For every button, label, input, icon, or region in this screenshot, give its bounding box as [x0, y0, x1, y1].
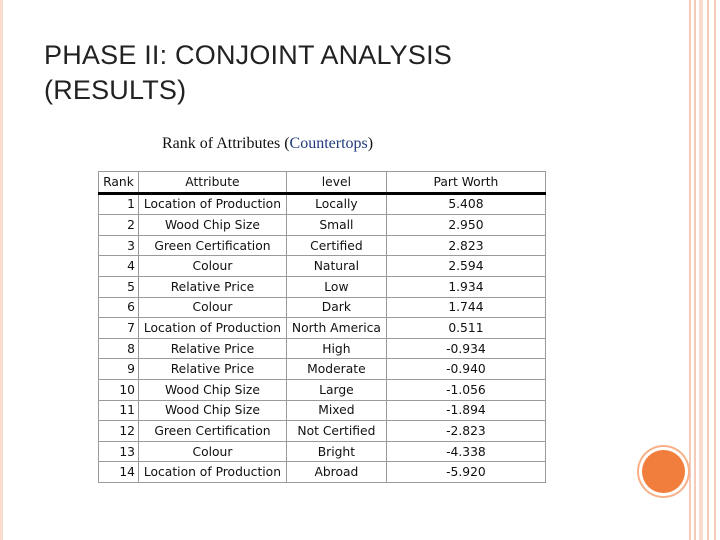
level-cell: Not Certified	[286, 421, 386, 442]
left-edge-decoration	[0, 0, 3, 540]
attribute-cell: Colour	[138, 297, 286, 318]
attribute-cell: Green Certification	[138, 421, 286, 442]
rank-cell: 7	[99, 318, 139, 339]
header-rank: Rank	[99, 172, 139, 194]
table-row	[99, 421, 546, 442]
attribute-cell: Wood Chip Size	[138, 215, 286, 236]
attribute-cell: Wood Chip Size	[138, 379, 286, 400]
rank-cell: 12	[99, 421, 139, 442]
attribute-cell: Location of Production	[138, 318, 286, 339]
level-cell: Small	[286, 215, 386, 236]
part-worth-cell: -2.823	[386, 421, 545, 442]
right-stripe-decoration	[694, 0, 696, 540]
caption-prefix: Rank of Attributes (	[162, 135, 290, 152]
right-stripe-decoration	[689, 0, 691, 540]
right-stripe-decoration	[699, 0, 703, 540]
attribute-cell: Location of Production	[138, 193, 286, 215]
part-worth-cell: 1.934	[386, 276, 545, 297]
table-row	[99, 276, 546, 297]
part-worth-cell: 0.511	[386, 318, 545, 339]
part-worth-cell: 1.744	[386, 297, 545, 318]
rank-cell: 13	[99, 441, 139, 462]
right-stripe-decoration	[714, 0, 716, 540]
level-cell: Moderate	[286, 359, 386, 380]
level-cell: Large	[286, 379, 386, 400]
attribute-cell: Green Certification	[138, 235, 286, 256]
table-row	[99, 379, 546, 400]
right-stripe-decoration	[707, 0, 709, 540]
table-row	[99, 215, 546, 236]
header-part-worth: Part Worth	[386, 172, 545, 194]
attribute-cell: Relative Price	[138, 338, 286, 359]
part-worth-cell: -5.920	[386, 462, 545, 483]
rank-cell: 9	[99, 359, 139, 380]
part-worth-cell: 2.823	[386, 235, 545, 256]
attribute-cell: Colour	[138, 256, 286, 277]
rank-cell: 6	[99, 297, 139, 318]
part-worth-cell: -0.934	[386, 338, 545, 359]
level-cell: Low	[286, 276, 386, 297]
level-cell: Abroad	[286, 462, 386, 483]
part-worth-cell: 2.950	[386, 215, 545, 236]
table-row	[99, 318, 546, 339]
table-row	[99, 193, 546, 215]
header-attribute: Attribute	[138, 172, 286, 194]
slide-title-line1: PHASE II: CONJOINT ANALYSIS	[44, 40, 453, 70]
rank-cell: 11	[99, 400, 139, 421]
slide-title	[44, 38, 644, 108]
rank-cell: 5	[99, 276, 139, 297]
level-cell: Certified	[286, 235, 386, 256]
attribute-cell: Relative Price	[138, 359, 286, 380]
table-body	[99, 193, 546, 482]
slide-title-line2: (RESULTS)	[44, 75, 187, 105]
rank-cell: 8	[99, 338, 139, 359]
table-row	[99, 235, 546, 256]
part-worth-cell: -1.894	[386, 400, 545, 421]
level-cell: North America	[286, 318, 386, 339]
part-worth-cell: 5.408	[386, 193, 545, 215]
level-cell: Bright	[286, 441, 386, 462]
part-worth-cell: -0.940	[386, 359, 545, 380]
caption-accent: Countertops	[289, 135, 368, 152]
table-row	[99, 256, 546, 277]
table-row	[99, 338, 546, 359]
rank-cell: 14	[99, 462, 139, 483]
rank-cell: 1	[99, 193, 139, 215]
table-row	[99, 297, 546, 318]
rank-cell: 4	[99, 256, 139, 277]
rank-cell: 2	[99, 215, 139, 236]
table-header-row	[99, 172, 546, 194]
rank-cell: 10	[99, 379, 139, 400]
level-cell: High	[286, 338, 386, 359]
attribute-cell: Location of Production	[138, 462, 286, 483]
attribute-cell: Colour	[138, 441, 286, 462]
part-worth-cell: 2.594	[386, 256, 545, 277]
orange-circle-decoration	[642, 450, 685, 493]
level-cell: Natural	[286, 256, 386, 277]
results-table	[98, 171, 546, 483]
caption-suffix: )	[367, 135, 374, 152]
attribute-cell: Relative Price	[138, 276, 286, 297]
table-caption	[162, 135, 373, 153]
part-worth-cell: -1.056	[386, 379, 545, 400]
level-cell: Dark	[286, 297, 386, 318]
rank-cell: 3	[99, 235, 139, 256]
table-row	[99, 441, 546, 462]
table-row	[99, 400, 546, 421]
level-cell: Locally	[286, 193, 386, 215]
table-row	[99, 359, 546, 380]
level-cell: Mixed	[286, 400, 386, 421]
attribute-cell: Wood Chip Size	[138, 400, 286, 421]
header-level: level	[286, 172, 386, 194]
part-worth-cell: -4.338	[386, 441, 545, 462]
table-row	[99, 462, 546, 483]
